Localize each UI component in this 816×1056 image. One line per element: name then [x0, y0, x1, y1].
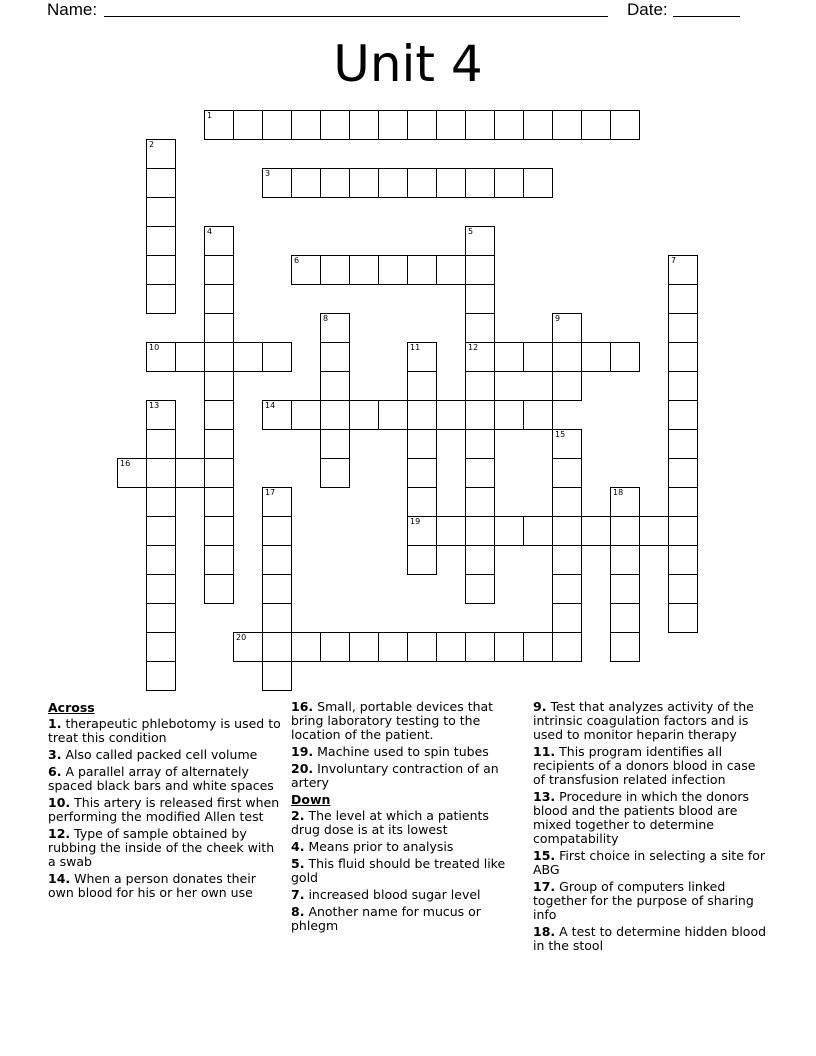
crossword-cell[interactable]	[610, 516, 640, 546]
clue-number-label: 9	[555, 314, 561, 323]
crossword-cell[interactable]	[204, 226, 234, 256]
crossword-cell[interactable]	[204, 487, 234, 517]
crossword-cell[interactable]	[552, 110, 582, 140]
crossword-cell[interactable]	[552, 342, 582, 372]
crossword-cell[interactable]	[436, 516, 466, 546]
crossword-cell[interactable]	[523, 516, 553, 546]
crossword-cell[interactable]	[320, 429, 350, 459]
clue-down-4: 4. Means prior to analysis	[291, 839, 454, 854]
down-heading: Down	[291, 792, 331, 807]
clue-number-label: 14	[265, 401, 276, 410]
crossword-cell[interactable]	[262, 632, 292, 662]
crossword-cell[interactable]	[146, 458, 176, 488]
crossword-cell[interactable]	[668, 342, 698, 372]
clue-number-label: 13	[149, 401, 160, 410]
crossword-cell[interactable]	[610, 342, 640, 372]
crossword-cell[interactable]	[552, 458, 582, 488]
crossword-cell[interactable]	[610, 110, 640, 140]
crossword-cell[interactable]	[668, 400, 698, 430]
clue-down-5: 5. This fluid should be treated like gold	[291, 856, 506, 885]
crossword-cell[interactable]	[552, 632, 582, 662]
crossword-cell[interactable]	[581, 342, 611, 372]
crossword-cell[interactable]	[465, 429, 495, 459]
crossword-cell[interactable]	[668, 255, 698, 285]
clue-down-11: 11. This program identifies all recipients of a donors blood in case of transfusion related infection	[533, 744, 756, 787]
crossword-cell[interactable]	[668, 516, 698, 546]
crossword-cell[interactable]	[262, 342, 292, 372]
clue-number-label: 5	[468, 227, 474, 236]
crossword-cell[interactable]	[320, 313, 350, 343]
across-heading: Across	[48, 700, 95, 715]
crossword-cell[interactable]	[320, 400, 350, 430]
crossword-cell[interactable]	[146, 284, 176, 314]
crossword-cell[interactable]	[146, 603, 176, 633]
crossword-cell[interactable]	[465, 632, 495, 662]
clue-across-3: 3. Also called packed cell volume	[48, 747, 258, 762]
crossword-cell[interactable]	[175, 458, 205, 488]
crossword-cell[interactable]	[146, 342, 176, 372]
crossword-cell[interactable]	[146, 661, 176, 691]
crossword-cell[interactable]	[204, 429, 234, 459]
crossword-cell[interactable]	[668, 284, 698, 314]
clue-across-12: 12. Type of sample obtained by rubbing the inside of the cheek with a swab	[48, 826, 275, 869]
crossword-cell[interactable]	[204, 545, 234, 575]
crossword-cell[interactable]	[668, 603, 698, 633]
crossword-cell[interactable]	[204, 284, 234, 314]
crossword-cell[interactable]	[668, 574, 698, 604]
crossword-cell[interactable]	[610, 545, 640, 575]
crossword-cell[interactable]	[204, 516, 234, 546]
crossword-cell[interactable]	[610, 603, 640, 633]
crossword-cell[interactable]	[204, 458, 234, 488]
clue-number-label: 1	[207, 111, 213, 120]
clue-across-14: 14. When a person donates their own blood for his or her own use	[48, 871, 256, 900]
crossword-cell[interactable]	[494, 342, 524, 372]
crossword-cell[interactable]	[291, 255, 321, 285]
clues-column-2	[291, 700, 513, 936]
crossword-cell[interactable]	[204, 342, 234, 372]
crossword-cell[interactable]	[465, 110, 495, 140]
clue-across-1: 1. therapeutic phlebotomy is used to treat this condition	[48, 716, 281, 745]
crossword-cell[interactable]	[494, 110, 524, 140]
crossword-cell[interactable]	[262, 603, 292, 633]
crossword-cell[interactable]	[407, 342, 437, 372]
crossword-cell[interactable]	[552, 603, 582, 633]
clues-column-3	[533, 700, 769, 956]
crossword-cell[interactable]	[465, 487, 495, 517]
crossword-cell[interactable]	[320, 632, 350, 662]
crossword-cell[interactable]	[465, 284, 495, 314]
crossword-cell[interactable]	[552, 371, 582, 401]
crossword-cell[interactable]	[117, 458, 147, 488]
crossword-cell[interactable]	[552, 574, 582, 604]
crossword-cell[interactable]	[407, 458, 437, 488]
clue-number-label: 8	[323, 314, 329, 323]
crossword-cell[interactable]	[349, 168, 379, 198]
crossword-cell[interactable]	[233, 342, 263, 372]
clue-number-label: 16	[120, 459, 131, 468]
crossword-cell[interactable]	[146, 197, 176, 227]
crossword-cell[interactable]	[262, 400, 292, 430]
crossword-cell[interactable]	[610, 487, 640, 517]
crossword-cell[interactable]	[378, 400, 408, 430]
crossword-cell[interactable]	[262, 516, 292, 546]
crossword-cell[interactable]	[494, 516, 524, 546]
crossword-cell[interactable]	[204, 110, 234, 140]
crossword-cell[interactable]	[436, 168, 466, 198]
crossword-cell[interactable]	[552, 429, 582, 459]
crossword-cell[interactable]	[320, 110, 350, 140]
crossword-cell[interactable]	[262, 545, 292, 575]
crossword-cell[interactable]	[320, 371, 350, 401]
crossword-cell[interactable]	[407, 168, 437, 198]
crossword-cell[interactable]	[291, 632, 321, 662]
crossword-cell[interactable]	[668, 313, 698, 343]
crossword-cell[interactable]	[146, 429, 176, 459]
clue-number-label: 7	[671, 256, 677, 265]
crossword-cell[interactable]	[233, 110, 263, 140]
crossword-cell[interactable]	[146, 632, 176, 662]
crossword-cell[interactable]	[378, 632, 408, 662]
clue-number-label: 2	[149, 140, 155, 149]
crossword-cell[interactable]	[465, 255, 495, 285]
crossword-cell[interactable]	[146, 226, 176, 256]
crossword-cell[interactable]	[436, 110, 466, 140]
crossword-cell[interactable]	[204, 400, 234, 430]
clue-down-17: 17. Group of computers linked together for the purpose of sharing info	[533, 879, 754, 922]
crossword-cell[interactable]	[552, 487, 582, 517]
clue-down-13: 13. Procedure in which the donors blood and the patients blood are mixed together to determine compatability	[533, 789, 749, 846]
crossword-cell[interactable]	[552, 516, 582, 546]
crossword-cell[interactable]	[668, 429, 698, 459]
crossword-cell[interactable]	[465, 342, 495, 372]
crossword-cell[interactable]	[204, 574, 234, 604]
crossword-cell[interactable]	[146, 168, 176, 198]
clue-across-16: 16. Small, portable devices that bring laboratory testing to the location of the patient.	[291, 699, 494, 742]
crossword-cell[interactable]	[465, 458, 495, 488]
crossword-cell[interactable]	[407, 400, 437, 430]
clue-down-8: 8. Another name for mucus or phlegm	[291, 904, 481, 933]
crossword-cell[interactable]	[523, 400, 553, 430]
clue-number-label: 20	[236, 633, 247, 642]
crossword-cell[interactable]	[465, 313, 495, 343]
crossword-cell[interactable]	[262, 574, 292, 604]
crossword-cell[interactable]	[262, 168, 292, 198]
crossword-cell[interactable]	[436, 400, 466, 430]
crossword-cell[interactable]	[465, 574, 495, 604]
clue-across-19: 19. Machine used to spin tubes	[291, 744, 489, 759]
crossword-cell[interactable]	[465, 371, 495, 401]
crossword-cell[interactable]	[349, 400, 379, 430]
crossword-cell[interactable]	[146, 516, 176, 546]
crossword-cell[interactable]	[465, 226, 495, 256]
crossword-cell[interactable]	[465, 516, 495, 546]
clue-across-20: 20. Involuntary contraction of an artery	[291, 761, 499, 790]
crossword-cell[interactable]	[146, 400, 176, 430]
clue-down-2: 2. The level at which a patients drug dose is at its lowest	[291, 808, 489, 837]
name-label: Name:	[47, 0, 98, 19]
crossword-cell[interactable]	[291, 110, 321, 140]
crossword-cell[interactable]	[668, 487, 698, 517]
crossword-cell[interactable]	[581, 110, 611, 140]
crossword-cell[interactable]	[494, 400, 524, 430]
crossword-cell[interactable]	[378, 110, 408, 140]
crossword-cell[interactable]	[407, 487, 437, 517]
crossword-cell[interactable]	[523, 168, 553, 198]
crossword-cell[interactable]	[262, 487, 292, 517]
crossword-cell[interactable]	[320, 168, 350, 198]
clue-number-label: 11	[410, 343, 421, 352]
clue-number-label: 6	[294, 256, 300, 265]
crossword-cell[interactable]	[552, 545, 582, 575]
clue-across-10: 10. This artery is released first when performing the modified Allen test	[48, 795, 280, 824]
crossword-cell[interactable]	[465, 400, 495, 430]
crossword-cell[interactable]	[436, 632, 466, 662]
crossword-cell[interactable]	[204, 313, 234, 343]
crossword-cell[interactable]	[320, 342, 350, 372]
clue-number-label: 17	[265, 488, 276, 497]
crossword-cell[interactable]	[320, 255, 350, 285]
crossword-cell[interactable]	[262, 110, 292, 140]
crossword-cell[interactable]	[146, 545, 176, 575]
crossword-cell[interactable]	[378, 168, 408, 198]
crossword-cell[interactable]	[407, 545, 437, 575]
crossword-cell[interactable]	[668, 371, 698, 401]
clue-number-label: 15	[555, 430, 566, 439]
crossword-cell[interactable]	[581, 516, 611, 546]
crossword-cell[interactable]	[204, 371, 234, 401]
crossword-cell[interactable]	[291, 400, 321, 430]
clue-number-label: 18	[613, 488, 624, 497]
crossword-cell[interactable]	[146, 255, 176, 285]
page-title: Unit 4	[333, 35, 483, 93]
crossword-cell[interactable]	[668, 458, 698, 488]
clue-down-15: 15. First choice in selecting a site for ABG	[533, 848, 766, 877]
crossword-cell[interactable]	[378, 255, 408, 285]
clue-number-label: 10	[149, 343, 160, 352]
crossword-cell[interactable]	[494, 168, 524, 198]
crossword-cell[interactable]	[349, 255, 379, 285]
crossword-cell[interactable]	[407, 371, 437, 401]
crossword-cell[interactable]	[523, 342, 553, 372]
crossword-cell[interactable]	[175, 342, 205, 372]
crossword-cell[interactable]	[610, 632, 640, 662]
crossword-cell[interactable]	[523, 632, 553, 662]
clue-down-18: 18. A test to determine hidden blood in the stool	[533, 924, 767, 953]
crossword-cell[interactable]	[465, 545, 495, 575]
crossword-cell[interactable]	[494, 632, 524, 662]
clue-number-label: 19	[410, 517, 421, 526]
crossword-cell[interactable]	[204, 255, 234, 285]
crossword-cell[interactable]	[262, 661, 292, 691]
crossword-cell[interactable]	[465, 168, 495, 198]
crossword-cell[interactable]	[146, 139, 176, 169]
clue-number-label: 4	[207, 227, 213, 236]
crossword-cell[interactable]	[407, 255, 437, 285]
crossword-cell[interactable]	[668, 545, 698, 575]
date-label: Date:	[627, 0, 668, 19]
crossword-cell[interactable]	[407, 516, 437, 546]
clue-down-9: 9. Test that analyzes activity of the intrinsic coagulation factors and is used to monitor heparin therapy	[533, 699, 754, 742]
crossword-cell[interactable]	[407, 110, 437, 140]
crossword-cell[interactable]	[349, 110, 379, 140]
clue-across-6: 6. A parallel array of alternately spaced black bars and white spaces	[48, 764, 274, 793]
clue-down-7: 7. increased blood sugar level	[291, 887, 481, 902]
crossword-cell[interactable]	[610, 574, 640, 604]
crossword-cell[interactable]	[407, 429, 437, 459]
crossword-cell[interactable]	[146, 574, 176, 604]
crossword-cell[interactable]	[349, 632, 379, 662]
crossword-cell[interactable]	[523, 110, 553, 140]
crossword-cell[interactable]	[407, 632, 437, 662]
crossword-cell[interactable]	[291, 168, 321, 198]
crossword-cell[interactable]	[436, 255, 466, 285]
crossword-cell[interactable]	[552, 313, 582, 343]
crossword-cell[interactable]	[146, 487, 176, 517]
crossword-cell[interactable]	[639, 516, 669, 546]
crossword-cell[interactable]	[320, 458, 350, 488]
clue-number-label: 12	[468, 343, 479, 352]
clues-column-1	[48, 700, 284, 903]
crossword-cell[interactable]	[233, 632, 263, 662]
clue-number-label: 3	[265, 169, 271, 178]
